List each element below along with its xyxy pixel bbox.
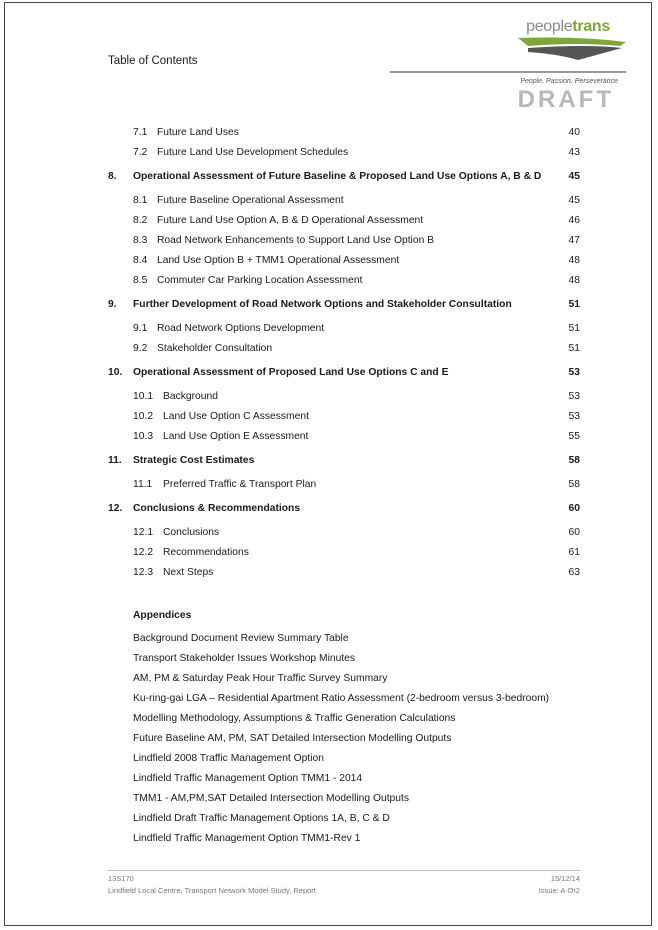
- footer-date: 15/12/14: [550, 874, 580, 883]
- appendix-item: Lindfield Traffic Management Option TMM1 - 2014: [133, 773, 363, 784]
- toc-number: 9.: [108, 299, 117, 310]
- toc-label: Stakeholder Consultation: [157, 343, 273, 354]
- toc-number: 8.: [108, 171, 117, 182]
- draft-watermark: DRAFT: [517, 86, 614, 113]
- toc-page-number: 51: [568, 343, 580, 354]
- toc-number: 12.3: [133, 567, 154, 578]
- toc-subsection-row: [0, 526, 658, 540]
- toc-page-number: 51: [568, 299, 580, 310]
- toc-page-number: 53: [568, 411, 580, 422]
- toc-label: Road Network Enhancements to Support Land Use Option B: [157, 235, 435, 246]
- toc-page-number: 63: [568, 567, 580, 578]
- toc-number: 10.: [108, 367, 123, 378]
- footer-issue: Issue: A-Dr2: [538, 886, 580, 895]
- toc-page-number: 60: [568, 527, 580, 538]
- toc-subsection-row: [0, 214, 658, 228]
- toc-label: Operational Assessment of Future Baseline & Proposed Land Use Options A, B & D: [133, 171, 542, 182]
- toc-page-number: 55: [568, 431, 580, 442]
- toc-page-number: 61: [568, 547, 580, 558]
- toc-subsection-row: [0, 342, 658, 356]
- toc-page-number: 58: [568, 455, 580, 466]
- appendix-item: Lindfield 2008 Traffic Management Option: [133, 753, 324, 764]
- toc-page-number: 53: [568, 367, 580, 378]
- toc-label: Commuter Car Parking Location Assessment: [157, 275, 363, 286]
- toc-label: Further Development of Road Network Options and Stakeholder Consultation: [133, 299, 512, 310]
- toc-subsection-row: [0, 274, 658, 288]
- toc-number: 10.3: [133, 431, 154, 442]
- toc-number: 9.2: [133, 343, 148, 354]
- appendix-item: Lindfield Traffic Management Option TMM1-Rev 1: [133, 833, 361, 844]
- toc-subsection-row: [0, 546, 658, 560]
- company-logo: [388, 18, 628, 118]
- toc-page-number: 43: [568, 147, 580, 158]
- toc-label: Future Land Use Option A, B & D Operational Assessment: [157, 215, 424, 226]
- toc-number: 7.2: [133, 147, 148, 158]
- logo-wordmark: peopletrans: [526, 18, 610, 35]
- toc-page-number: 46: [568, 215, 580, 226]
- toc-label: Road Network Options Development: [157, 323, 325, 334]
- footer-project-title: Lindfield Local Centre, Transport Network Model Study, Report: [108, 886, 316, 895]
- toc-number: 7.1: [133, 127, 148, 138]
- toc-subsection-row: [0, 430, 658, 444]
- toc-label: Preferred Traffic & Transport Plan: [163, 479, 317, 490]
- toc-page-number: 53: [568, 391, 580, 402]
- toc-label: Future Land Uses: [157, 127, 239, 138]
- toc-subsection-row: [0, 566, 658, 580]
- appendix-item: TMM1 - AM,PM,SAT Detailed Intersection Modelling Outputs: [133, 793, 410, 804]
- appendix-item: Future Baseline AM, PM, SAT Detailed Intersection Modelling Outputs: [133, 733, 452, 744]
- toc-number: 8.1: [133, 195, 148, 206]
- toc-section-row: [0, 454, 658, 468]
- toc-number: 10.2: [133, 411, 154, 422]
- toc-subsection-row: [0, 146, 658, 160]
- toc-subsection-row: [0, 254, 658, 268]
- toc-number: 9.1: [133, 323, 148, 334]
- toc-number: 12.: [108, 503, 123, 514]
- page-title: Table of Contents: [108, 55, 198, 67]
- toc-number: 10.1: [133, 391, 154, 402]
- appendix-item: Ku-ring-gai LGA – Residential Apartment Ratio Assessment (2-bedroom versus 3-bedroom): [133, 693, 550, 704]
- logo-swoosh-icon: [388, 34, 628, 74]
- toc-label: Land Use Option E Assessment: [163, 431, 309, 442]
- toc-page-number: 48: [568, 275, 580, 286]
- toc-label: Recommendations: [163, 547, 249, 558]
- toc-page-number: 47: [568, 235, 580, 246]
- footer-project-no: 13S170: [108, 874, 134, 883]
- toc-subsection-row: [0, 126, 658, 140]
- toc-subsection-row: [0, 410, 658, 424]
- toc-section-row: [0, 366, 658, 380]
- toc-page-number: 45: [568, 195, 580, 206]
- toc-label: Land Use Option B + TMM1 Operational Assessment: [157, 255, 400, 266]
- appendix-item: Lindfield Draft Traffic Management Options 1A, B, C & D: [133, 813, 390, 824]
- toc-number: 12.2: [133, 547, 154, 558]
- toc-page-number: 51: [568, 323, 580, 334]
- toc-section-row: [0, 298, 658, 312]
- toc-subsection-row: [0, 194, 658, 208]
- toc-number: 8.5: [133, 275, 148, 286]
- toc-page-number: 40: [568, 127, 580, 138]
- toc-label: Conclusions: [163, 527, 220, 538]
- logo-tagline: People. Passion. Perseverance: [520, 78, 618, 85]
- toc-subsection-row: [0, 390, 658, 404]
- toc-label: Next Steps: [163, 567, 214, 578]
- toc-number: 8.3: [133, 235, 148, 246]
- toc-number: 12.1: [133, 527, 154, 538]
- toc-subsection-row: [0, 322, 658, 336]
- toc-label: Future Baseline Operational Assessment: [157, 195, 344, 206]
- toc-label: Strategic Cost Estimates: [133, 455, 255, 466]
- toc-section-row: [0, 502, 658, 516]
- toc-label: Future Land Use Development Schedules: [157, 147, 349, 158]
- appendix-item: Transport Stakeholder Issues Workshop Minutes: [133, 653, 356, 664]
- toc-page-number: 48: [568, 255, 580, 266]
- appendices-title: Appendices: [133, 610, 192, 621]
- toc-number: 11.: [108, 455, 122, 466]
- toc-page-number: 58: [568, 479, 580, 490]
- toc-label: Conclusions & Recommendations: [133, 503, 301, 514]
- toc-label: Operational Assessment of Proposed Land Use Options C and E: [133, 367, 449, 378]
- toc-label: Land Use Option C Assessment: [163, 411, 309, 422]
- appendix-item: Background Document Review Summary Table: [133, 633, 349, 644]
- appendix-item: AM, PM & Saturday Peak Hour Traffic Survey Summary: [133, 673, 388, 684]
- toc-number: 11.1: [133, 479, 153, 490]
- toc-subsection-row: [0, 234, 658, 248]
- toc-subsection-row: [0, 478, 658, 492]
- toc-label: Background: [163, 391, 218, 402]
- toc-number: 8.2: [133, 215, 148, 226]
- toc-page-number: 60: [568, 503, 580, 514]
- toc-page-number: 45: [568, 171, 580, 182]
- toc-number: 8.4: [133, 255, 148, 266]
- appendix-item: Modelling Methodology, Assumptions & Traffic Generation Calculations: [133, 713, 456, 724]
- toc-section-row: [0, 170, 658, 184]
- footer-divider: [108, 870, 580, 871]
